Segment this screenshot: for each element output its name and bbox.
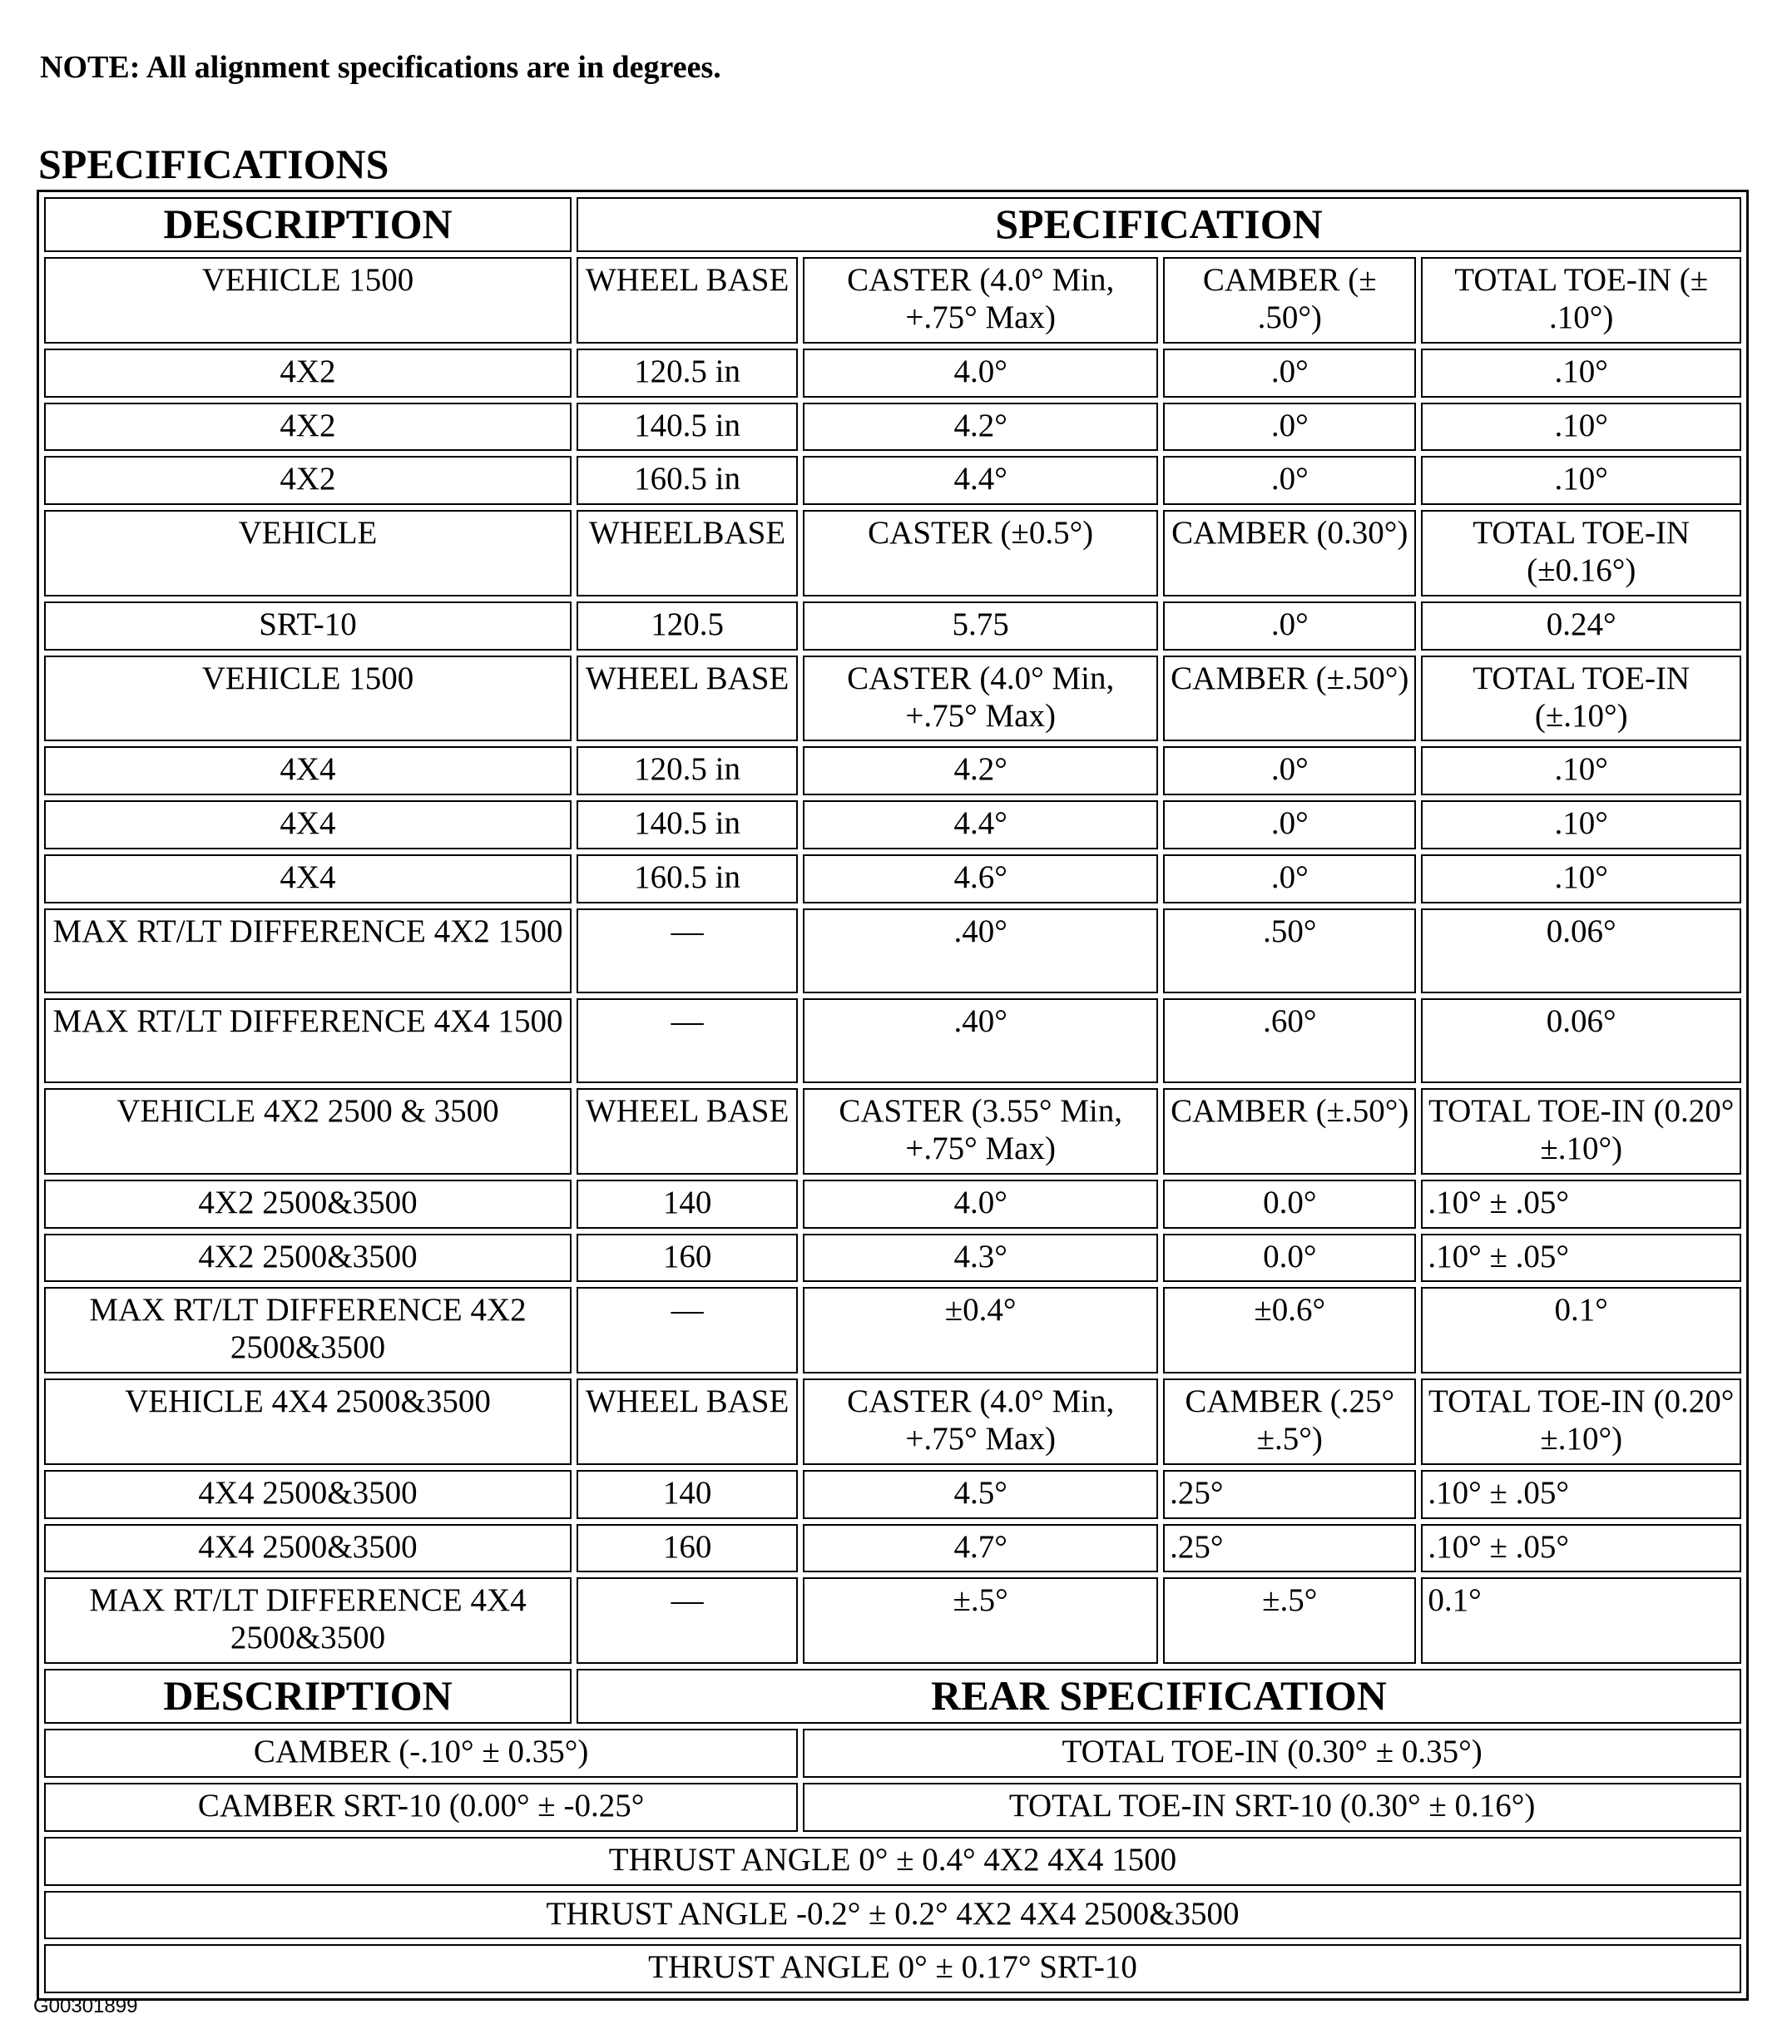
- caster-cell: 4.2°: [803, 403, 1158, 452]
- wheelbase-cell: WHEEL BASE: [577, 1088, 798, 1175]
- description-cell: MAX RT/LT DIFFERENCE 4X2 2500&3500: [44, 1287, 572, 1373]
- camber-cell: CAMBER (± .50°): [1163, 257, 1416, 344]
- caster-cell: 4.4°: [803, 800, 1158, 849]
- wheelbase-cell: —: [577, 1287, 798, 1373]
- wheelbase-cell: 120.5 in: [577, 349, 798, 398]
- camber-cell: .25°: [1163, 1524, 1416, 1573]
- spec-data-row: [44, 746, 1741, 795]
- wheelbase-cell: —: [577, 908, 798, 993]
- caster-cell: 4.0°: [803, 1180, 1158, 1229]
- camber-cell: ±0.6°: [1163, 1287, 1416, 1373]
- thrust-angle-row: [44, 1837, 1741, 1886]
- caster-cell: .40°: [803, 998, 1158, 1083]
- toe-in-cell: .10°: [1421, 746, 1741, 795]
- rear-specification-header: REAR SPECIFICATION: [577, 1669, 1741, 1724]
- page-title: SPECIFICATIONS: [38, 141, 389, 187]
- thrust-angle-cell: THRUST ANGLE 0° ± 0.4° 4X2 4X4 1500: [44, 1837, 1741, 1886]
- camber-cell: CAMBER (0.30°): [1163, 510, 1416, 596]
- caster-cell: 4.2°: [803, 746, 1158, 795]
- description-cell: 4X4: [44, 746, 572, 795]
- wheelbase-cell: 140: [577, 1180, 798, 1229]
- description-cell: 4X2 2500&3500: [44, 1234, 572, 1283]
- spec-data-row: [44, 601, 1741, 651]
- toe-in-cell: .10°: [1421, 800, 1741, 849]
- wheelbase-cell: 160: [577, 1524, 798, 1573]
- camber-cell: CAMBER (±.50°): [1163, 656, 1416, 742]
- description-cell: MAX RT/LT DIFFERENCE 4X4 2500&3500: [44, 1577, 572, 1664]
- thrust-angle-cell: THRUST ANGLE -0.2° ± 0.2° 4X2 4X4 2500&3500: [44, 1891, 1741, 1940]
- note-text: NOTE: All alignment specifications are in degrees.: [40, 50, 721, 85]
- thrust-angle-row: [44, 1944, 1741, 1993]
- wheelbase-cell: WHEELBASE: [577, 510, 798, 596]
- spec-data-row: [44, 349, 1741, 398]
- wheelbase-cell: 160.5 in: [577, 456, 798, 505]
- toe-in-cell: .10° ± .05°: [1421, 1524, 1741, 1573]
- wheelbase-cell: —: [577, 1577, 798, 1664]
- description-cell: 4X4: [44, 800, 572, 849]
- camber-cell: .0°: [1163, 800, 1416, 849]
- description-cell: 4X4: [44, 854, 572, 903]
- caster-cell: 4.4°: [803, 456, 1158, 505]
- spec-label-row: [44, 1287, 1741, 1373]
- toe-in-cell: 0.1°: [1421, 1577, 1741, 1664]
- camber-cell: .0°: [1163, 403, 1416, 452]
- wheelbase-cell: WHEEL BASE: [577, 257, 798, 344]
- description-cell: MAX RT/LT DIFFERENCE 4X2 1500: [44, 908, 572, 993]
- description-header: DESCRIPTION: [44, 1669, 572, 1724]
- spec-label-row: [44, 257, 1741, 344]
- specification-header: SPECIFICATION: [577, 197, 1741, 252]
- caster-cell: CASTER (4.0° Min, +.75° Max): [803, 257, 1158, 344]
- rear-camber-cell: CAMBER (-.10° ± 0.35°): [44, 1729, 798, 1778]
- caster-cell: 4.6°: [803, 854, 1158, 903]
- toe-in-cell: 0.24°: [1421, 601, 1741, 651]
- wheelbase-cell: 120.5 in: [577, 746, 798, 795]
- description-cell: 4X2: [44, 456, 572, 505]
- description-cell: SRT-10: [44, 601, 572, 651]
- caster-cell: 5.75: [803, 601, 1158, 651]
- toe-in-cell: .10°: [1421, 349, 1741, 398]
- rear-spec-row: [44, 1729, 1741, 1778]
- toe-in-cell: 0.1°: [1421, 1287, 1741, 1373]
- description-cell: VEHICLE: [44, 510, 572, 596]
- wheelbase-cell: 140.5 in: [577, 403, 798, 452]
- toe-in-cell: .10°: [1421, 456, 1741, 505]
- thrust-angle-row: [44, 1891, 1741, 1940]
- camber-cell: 0.0°: [1163, 1180, 1416, 1229]
- spec-label-row: [44, 998, 1741, 1083]
- wheelbase-cell: 160.5 in: [577, 854, 798, 903]
- description-cell: 4X4 2500&3500: [44, 1470, 572, 1519]
- description-cell: MAX RT/LT DIFFERENCE 4X4 1500: [44, 998, 572, 1083]
- figure-id: G00301899: [33, 1995, 138, 2017]
- description-cell: VEHICLE 4X4 2500&3500: [44, 1378, 572, 1465]
- caster-cell: 4.3°: [803, 1234, 1158, 1283]
- spec-label-row: [44, 1088, 1741, 1175]
- spec-data-row: [44, 854, 1741, 903]
- description-cell: VEHICLE 1500: [44, 656, 572, 742]
- spec-data-row: [44, 1180, 1741, 1229]
- specifications-table-body: [44, 197, 1741, 1993]
- description-cell: 4X2: [44, 349, 572, 398]
- toe-in-cell: .10° ± .05°: [1421, 1234, 1741, 1283]
- camber-cell: .60°: [1163, 998, 1416, 1083]
- caster-cell: 4.0°: [803, 349, 1158, 398]
- rear-spec-row: [44, 1783, 1741, 1832]
- description-cell: 4X2 2500&3500: [44, 1180, 572, 1229]
- camber-cell: 0.0°: [1163, 1234, 1416, 1283]
- wheelbase-cell: WHEEL BASE: [577, 1378, 798, 1465]
- caster-cell: ±0.4°: [803, 1287, 1158, 1373]
- description-header: DESCRIPTION: [44, 197, 572, 252]
- description-cell: VEHICLE 4X2 2500 & 3500: [44, 1088, 572, 1175]
- wheelbase-cell: 140.5 in: [577, 800, 798, 849]
- camber-cell: .50°: [1163, 908, 1416, 993]
- description-cell: 4X2: [44, 403, 572, 452]
- spec-data-row: [44, 1524, 1741, 1573]
- toe-in-cell: TOTAL TOE-IN (±0.16°): [1421, 510, 1741, 596]
- rear-camber-cell: CAMBER SRT-10 (0.00° ± -0.25°: [44, 1783, 798, 1832]
- camber-cell: .0°: [1163, 349, 1416, 398]
- caster-cell: CASTER (4.0° Min, +.75° Max): [803, 656, 1158, 742]
- spec-label-row: [44, 656, 1741, 742]
- spec-data-row: [44, 403, 1741, 452]
- caster-cell: 4.5°: [803, 1470, 1158, 1519]
- toe-in-cell: TOTAL TOE-IN (± .10°): [1421, 257, 1741, 344]
- spec-data-row: [44, 456, 1741, 505]
- caster-cell: CASTER (4.0° Min, +.75° Max): [803, 1378, 1158, 1465]
- spec-label-row: [44, 1577, 1741, 1664]
- camber-cell: .0°: [1163, 746, 1416, 795]
- toe-in-cell: .10° ± .05°: [1421, 1470, 1741, 1519]
- rear-toe-in-cell: TOTAL TOE-IN SRT-10 (0.30° ± 0.16°): [803, 1783, 1741, 1832]
- rear-header-row: [44, 1669, 1741, 1724]
- thrust-angle-cell: THRUST ANGLE 0° ± 0.17° SRT-10: [44, 1944, 1741, 1993]
- wheelbase-cell: 120.5: [577, 601, 798, 651]
- toe-in-cell: .10°: [1421, 403, 1741, 452]
- caster-cell: CASTER (±0.5°): [803, 510, 1158, 596]
- spec-label-row: [44, 908, 1741, 993]
- camber-cell: .0°: [1163, 456, 1416, 505]
- camber-cell: .0°: [1163, 854, 1416, 903]
- camber-cell: ±.5°: [1163, 1577, 1416, 1664]
- caster-cell: 4.7°: [803, 1524, 1158, 1573]
- spec-data-row: [44, 800, 1741, 849]
- caster-cell: .40°: [803, 908, 1158, 993]
- description-cell: VEHICLE 1500: [44, 257, 572, 344]
- toe-in-cell: TOTAL TOE-IN (0.20° ±.10°): [1421, 1088, 1741, 1175]
- rear-toe-in-cell: TOTAL TOE-IN (0.30° ± 0.35°): [803, 1729, 1741, 1778]
- specifications-table: [37, 190, 1749, 2001]
- toe-in-cell: .10°: [1421, 854, 1741, 903]
- toe-in-cell: TOTAL TOE-IN (0.20° ±.10°): [1421, 1378, 1741, 1465]
- toe-in-cell: 0.06°: [1421, 998, 1741, 1083]
- caster-cell: ±.5°: [803, 1577, 1158, 1664]
- caster-cell: CASTER (3.55° Min, +.75° Max): [803, 1088, 1158, 1175]
- camber-cell: .0°: [1163, 601, 1416, 651]
- spec-label-row: [44, 1378, 1741, 1465]
- toe-in-cell: 0.06°: [1421, 908, 1741, 993]
- camber-cell: CAMBER (±.50°): [1163, 1088, 1416, 1175]
- wheelbase-cell: WHEEL BASE: [577, 656, 798, 742]
- camber-cell: CAMBER (.25° ±.5°): [1163, 1378, 1416, 1465]
- wheelbase-cell: 160: [577, 1234, 798, 1283]
- wheelbase-cell: —: [577, 998, 798, 1083]
- toe-in-cell: .10° ± .05°: [1421, 1180, 1741, 1229]
- spec-label-row: [44, 510, 1741, 596]
- wheelbase-cell: 140: [577, 1470, 798, 1519]
- toe-in-cell: TOTAL TOE-IN (±.10°): [1421, 656, 1741, 742]
- spec-data-row: [44, 1234, 1741, 1283]
- front-header-row: [44, 197, 1741, 252]
- spec-data-row: [44, 1470, 1741, 1519]
- description-cell: 4X4 2500&3500: [44, 1524, 572, 1573]
- camber-cell: .25°: [1163, 1470, 1416, 1519]
